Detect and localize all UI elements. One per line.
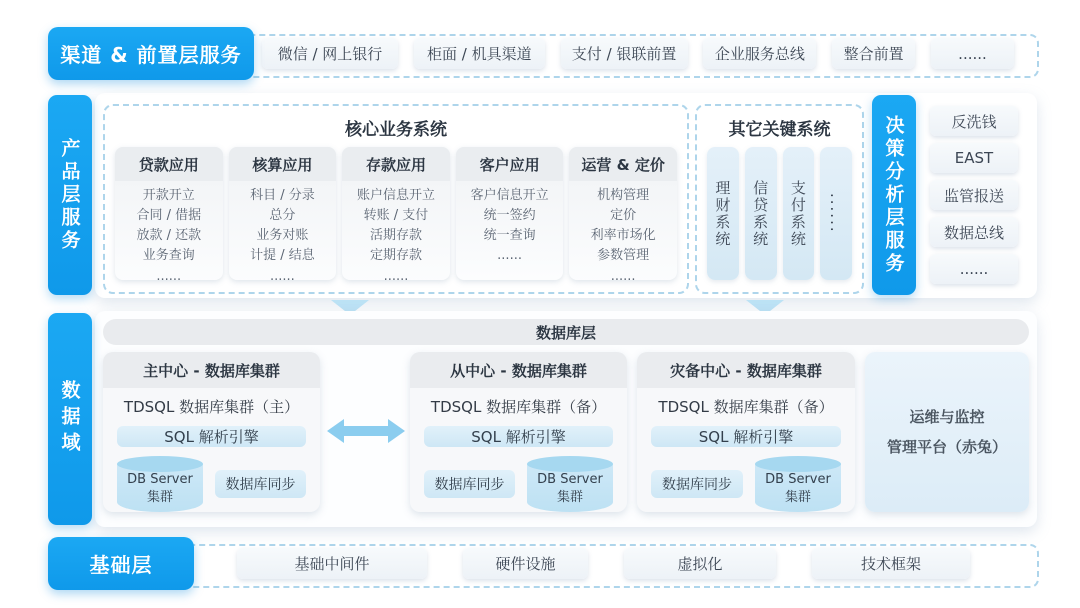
db-server-cylinder-icon	[755, 456, 841, 512]
other-system-text: 理财系统	[713, 179, 732, 248]
channel-layer-label: 渠道 & 前置层服务	[48, 27, 254, 80]
cluster-title: 灾备中心 - 数据库集群	[637, 352, 855, 388]
decision-item-ellipsis: ......	[930, 254, 1018, 284]
core-item: 客户信息开立	[470, 188, 549, 203]
channel-item: 支付 / 银联前置	[561, 38, 688, 69]
decision-item: EAST	[930, 143, 1018, 173]
core-column-body	[115, 181, 223, 280]
decision-layer-label-text: 决策分析层服务	[882, 114, 905, 276]
core-column-body	[569, 181, 677, 280]
cluster-secondary	[410, 352, 627, 512]
core-item: 统一签约	[483, 208, 536, 224]
data-domain-label-text: 数据域	[58, 380, 81, 458]
db-sync-pill: 数据库同步	[215, 470, 306, 498]
db-server-line1: DB Server	[127, 472, 193, 487]
other-systems-box	[695, 104, 864, 294]
product-layer-label	[48, 95, 92, 295]
other-system-text: 信贷系统	[751, 179, 770, 248]
db-layer-bar: 数据库层	[103, 319, 1029, 345]
base-layer-label: 基础层	[48, 537, 194, 590]
base-item: 技术框架	[812, 548, 970, 579]
cluster-bottom	[637, 456, 855, 512]
core-item: 开款开立	[142, 188, 195, 203]
core-item-ellipsis: ......	[610, 268, 636, 280]
core-item: 业务查询	[142, 248, 195, 264]
core-item: 放款 / 还款	[136, 228, 202, 244]
core-item: 合同 / 借据	[136, 208, 202, 224]
db-server-line1: DB Server	[537, 472, 603, 487]
db-server-line2: 集群	[556, 489, 583, 505]
data-domain-label	[48, 313, 92, 525]
core-item: 账户信息开立	[356, 188, 435, 203]
core-item: 科目 / 分录	[250, 188, 315, 203]
arrow-head-left	[327, 419, 344, 443]
ops-panel-line1: 运维与监控	[909, 408, 985, 426]
channel-items-strip	[262, 38, 1014, 69]
core-item: 总分	[269, 208, 296, 224]
sql-engine-pill: SQL 解析引擎	[424, 426, 613, 447]
ops-panel-line2: 管理平台（赤兔）	[886, 438, 1007, 456]
core-item-ellipsis: ......	[156, 268, 182, 280]
cluster-title: 从中心 - 数据库集群	[410, 352, 627, 388]
core-column-title: 贷款应用	[115, 147, 223, 181]
core-item: 利率市场化	[590, 228, 656, 244]
channel-item: 柜面 / 机具渠道	[414, 38, 545, 69]
core-systems-title: 核心业务系统	[345, 120, 447, 140]
core-item: 业务对账	[256, 228, 309, 244]
db-server-cylinder-icon	[117, 456, 203, 512]
decision-items	[930, 106, 1018, 284]
db-server-line2: 集群	[784, 489, 811, 505]
cluster-title: 主中心 - 数据库集群	[103, 352, 320, 388]
channel-item-ellipsis: ......	[931, 38, 1014, 69]
db-server-line1: DB Server	[765, 472, 831, 487]
channel-item: 微信 / 网上银行	[262, 38, 398, 69]
core-item: 机构管理	[597, 188, 650, 203]
ops-monitoring-panel	[865, 352, 1029, 512]
base-item: 硬件设施	[463, 548, 588, 579]
core-column-deposit	[342, 147, 450, 280]
core-column-loan	[115, 147, 223, 280]
decision-item: 反洗钱	[930, 106, 1018, 136]
cluster-subtitle: TDSQL 数据库集群（主）	[123, 398, 300, 416]
db-server-label	[755, 471, 841, 506]
cluster-subtitle: TDSQL 数据库集群（备）	[430, 398, 607, 416]
db-sync-pill: 数据库同步	[424, 470, 515, 498]
other-system-pill	[745, 147, 777, 280]
decision-item: 数据总线	[930, 217, 1018, 247]
sql-engine-pill: SQL 解析引擎	[117, 426, 306, 447]
arrow-bar	[344, 426, 388, 436]
core-item: 活期存款	[369, 228, 422, 244]
db-server-line2: 集群	[146, 489, 173, 505]
cluster-subtitle: TDSQL 数据库集群（备）	[658, 398, 834, 416]
base-item: 虚拟化	[624, 548, 776, 579]
base-item: 基础中间件	[237, 548, 427, 579]
cylinder-top	[755, 456, 841, 472]
channel-item: 企业服务总线	[703, 38, 816, 69]
sql-engine-pill: SQL 解析引擎	[651, 426, 841, 447]
channel-item: 整合前置	[832, 38, 915, 69]
other-system-pill	[783, 147, 815, 280]
core-column-title: 存款应用	[342, 147, 450, 181]
cluster-disaster-recovery	[637, 352, 855, 512]
db-server-cylinder-icon	[527, 456, 613, 512]
other-systems-title: 其它关键系统	[728, 120, 831, 140]
cluster-bottom	[103, 456, 320, 512]
db-sync-pill: 数据库同步	[651, 470, 743, 498]
core-columns	[115, 147, 677, 280]
db-server-label	[117, 471, 203, 506]
decision-layer-label	[872, 95, 916, 295]
base-items-strip	[237, 548, 970, 579]
db-server-label	[527, 471, 613, 506]
other-systems-pills	[707, 147, 852, 280]
core-column-customer	[456, 147, 564, 280]
cluster-bottom	[410, 456, 627, 512]
other-system-pill-ellipsis	[820, 147, 852, 280]
core-item: 定价	[610, 208, 637, 224]
decision-item: 监管报送	[930, 180, 1018, 210]
core-column-title: 客户应用	[456, 147, 564, 181]
core-column-operation-pricing	[569, 147, 677, 280]
core-column-body	[456, 181, 564, 280]
core-systems-box	[103, 104, 689, 294]
core-column-title: 核算应用	[229, 147, 337, 181]
product-layer-label-text: 产品层服务	[58, 137, 81, 253]
cylinder-top	[527, 456, 613, 472]
cluster-primary	[103, 352, 320, 512]
other-system-pill	[707, 147, 739, 280]
core-item-ellipsis: ......	[497, 248, 522, 264]
core-column-accounting	[229, 147, 337, 280]
core-item: 定期存款	[369, 248, 422, 264]
core-item: 参数管理	[597, 248, 650, 264]
other-system-text: ......	[827, 193, 846, 234]
core-item-ellipsis: ......	[269, 268, 295, 280]
core-column-body	[342, 181, 450, 280]
core-item-ellipsis: ......	[383, 268, 409, 280]
core-column-body	[229, 181, 337, 280]
core-column-title: 运营 & 定价	[569, 147, 677, 181]
core-item: 计提 / 结息	[250, 248, 315, 264]
cylinder-top	[117, 456, 203, 472]
bidirectional-arrow-icon	[327, 419, 405, 443]
arrow-head-right	[388, 419, 405, 443]
core-item: 统一查询	[483, 228, 536, 244]
core-item: 转账 / 支付	[363, 208, 429, 224]
other-system-text: 支付系统	[788, 179, 807, 248]
